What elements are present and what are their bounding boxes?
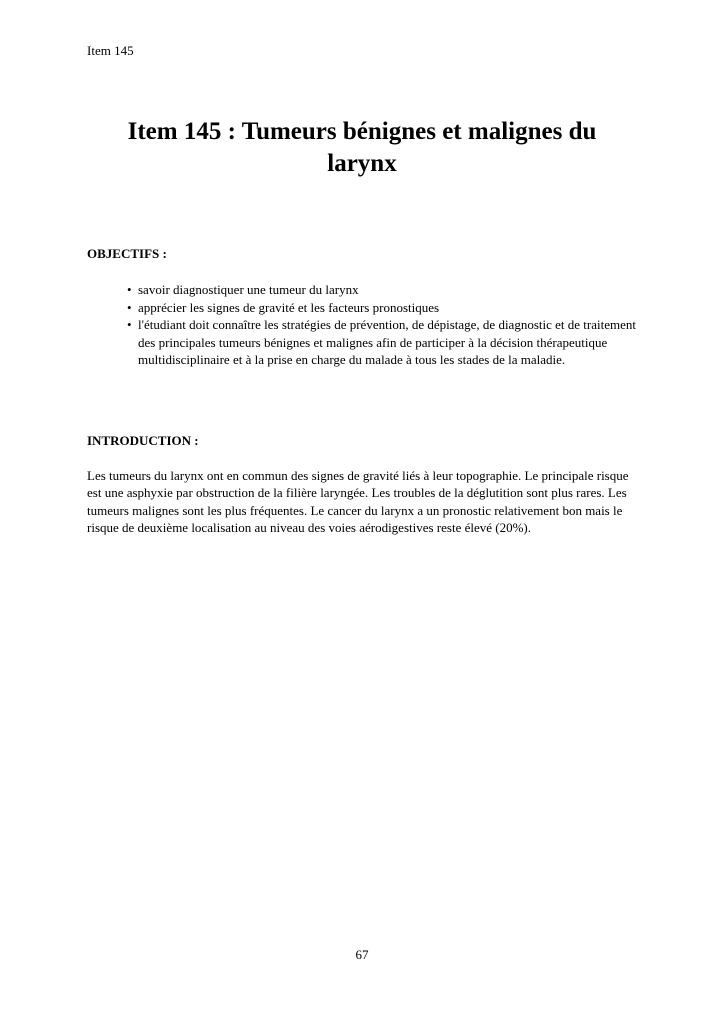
introduction-heading: INTRODUCTION : [87, 433, 199, 448]
objectif-item [127, 316, 637, 369]
running-header: Item 145 [87, 43, 134, 58]
objectif-item [127, 299, 637, 317]
bullet-icon: • [127, 299, 132, 315]
objectif-item [127, 281, 637, 299]
introduction-paragraph: Les tumeurs du larynx ont en commun des signes de gravité liés à leur topographie. Le principale risque est une asphyxie par obstruction de la filière laryngée. Les troubles de la déglutition sont plus rares. Les tumeurs malignes sont les plus fréquentes. Le cancer du larynx a un pronostic relativement bon mais le risque de deuxième localisation au niveau des voies aérodigestives reste élevé (20%). [87, 468, 629, 536]
page-title-line-2: larynx [327, 150, 397, 177]
bullet-icon: • [127, 282, 132, 297]
bullet-icon: • [127, 317, 132, 332]
objectif-text: l'étudiant doit connaître les stratégies de prévention, de dépistage, de diagnostic et de traitement des principales tumeurs bénignes et malignes afin de participer à la décision thérapeutique multidisciplinaire et à la prise en charge du malade à tous les stades de la maladie. [138, 317, 636, 367]
page-title-line-1: Item 145 : Tumeurs bénignes et malignes du [127, 118, 597, 145]
objectifs-heading: OBJECTIFS : [87, 246, 167, 261]
objectif-text: apprécier les signes de gravité et les facteurs pronostiques [138, 299, 440, 315]
objectif-text: savoir diagnostiquer une tumeur du larynx [138, 282, 359, 297]
objectifs-list [127, 281, 637, 369]
page-number: 67 [355, 947, 369, 962]
page-title [90, 116, 634, 180]
